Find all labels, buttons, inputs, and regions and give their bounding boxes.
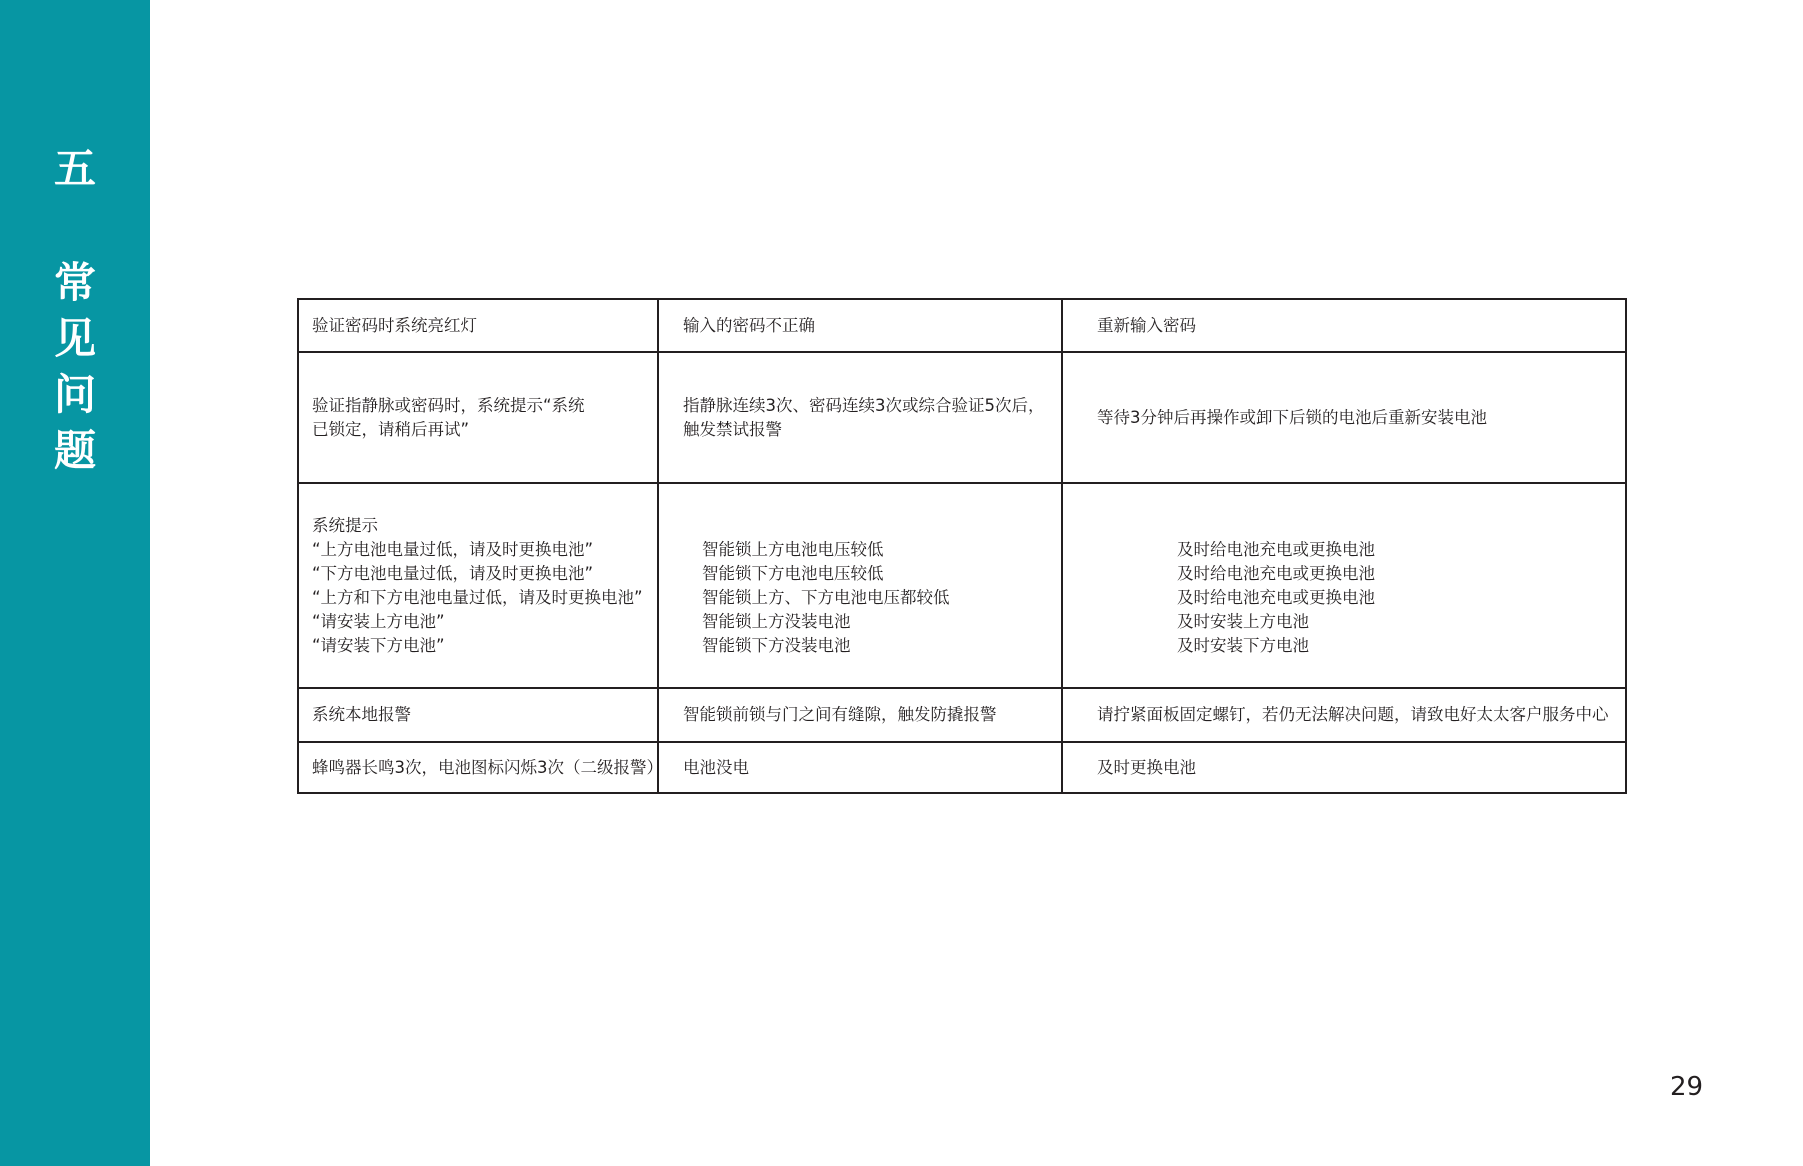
table-row [298, 299, 1626, 352]
cell-text: 及时安装下方电池 [1177, 635, 1309, 655]
solution-cell [1062, 742, 1626, 793]
cell-text: “上方电池电量过低，请及时更换电池” [312, 539, 594, 559]
cell-text: 已锁定，请稍后再试” [312, 419, 470, 439]
cell-text: “请安装上方电池” [312, 611, 445, 631]
cell-text: 及时给电池充电或更换电池 [1177, 563, 1375, 583]
table-row [298, 483, 1626, 688]
solution-cell [1062, 299, 1626, 352]
cause-cell [658, 742, 1062, 793]
cell-text: 验证密码时系统亮红灯 [312, 315, 477, 335]
symptom-cell [298, 299, 658, 352]
cell-text: 请拧紧面板固定螺钉，若仍无法解决问题，请致电好太太客户服务中心 [1097, 705, 1609, 724]
cell-text: 验证指静脉或密码时，系统提示“系统 [312, 395, 585, 415]
cell-text: 智能锁上方没装电池 [702, 611, 851, 631]
cell-text: 及时安装上方电池 [1177, 611, 1309, 631]
table-row [298, 742, 1626, 793]
cell-text: “上方和下方电池电量过低，请及时更换电池” [312, 587, 643, 607]
solution-cell [1062, 688, 1626, 742]
cell-text: 指静脉连续3次、密码连续3次或综合验证5次后， [683, 395, 1045, 415]
cell-text: 及时更换电池 [1097, 757, 1196, 777]
cause-cell [658, 483, 1062, 688]
cell-text: 输入的密码不正确 [683, 315, 815, 335]
symptom-cell [298, 483, 658, 688]
faq-table [297, 298, 1627, 794]
cause-cell [658, 352, 1062, 483]
sidebar [0, 0, 150, 1166]
cell-text: 触发禁试报警 [683, 419, 782, 439]
cell-text: 智能锁上方、下方电池电压都较低 [702, 587, 950, 607]
symptom-cell [298, 688, 658, 742]
section-title [0, 255, 150, 479]
cell-text: 及时给电池充电或更换电池 [1177, 539, 1375, 559]
cell-text: “请安装下方电池” [312, 635, 445, 655]
solution-cell [1062, 352, 1626, 483]
section-title-char: 常 [53, 258, 96, 307]
cell-text: 重新输入密码 [1097, 315, 1196, 335]
table-row [298, 688, 1626, 742]
cell-text: 系统提示 [312, 515, 378, 535]
symptom-cell [298, 742, 663, 793]
cell-text: 蜂鸣器长鸣3次，电池图标闪烁3次（二级报警） [312, 757, 663, 777]
page-number: 29 [1670, 1072, 1704, 1102]
cell-text: 智能锁前锁与门之间有缝隙，触发防撬报警 [683, 705, 997, 724]
section-title-char: 题 [53, 426, 96, 475]
solution-cell [1062, 483, 1626, 688]
section-title-char: 见 [53, 314, 96, 363]
cell-text: 及时给电池充电或更换电池 [1177, 587, 1375, 607]
cell-text: 智能锁上方电池电压较低 [702, 539, 884, 559]
symptom-cell [298, 352, 658, 483]
cell-text: 智能锁下方电池电压较低 [702, 563, 884, 583]
section-title-char: 问 [53, 370, 96, 419]
cell-text: 系统本地报警 [312, 705, 411, 724]
cell-text: 电池没电 [683, 757, 749, 777]
section-number: 五 [53, 144, 96, 193]
cell-text: 智能锁下方没装电池 [702, 635, 851, 655]
cell-text: “下方电池电量过低，请及时更换电池” [312, 563, 594, 583]
table-row [298, 352, 1626, 483]
cause-cell [658, 688, 1062, 742]
cell-text: 等待3分钟后再操作或卸下后锁的电池后重新安装电池 [1097, 407, 1487, 427]
cause-cell [658, 299, 1062, 352]
